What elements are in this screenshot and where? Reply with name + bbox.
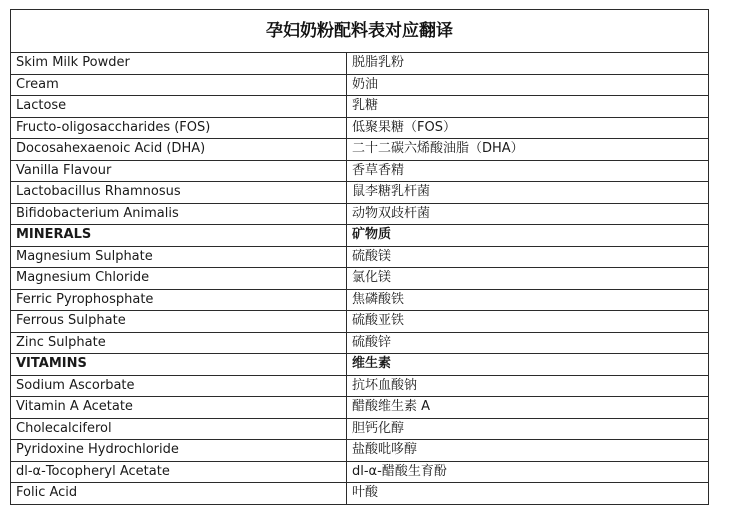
english-name-cell: Ferrous Sulphate [11, 311, 347, 333]
table-row [11, 332, 709, 354]
table-row [11, 268, 709, 290]
chinese-name-cell: 醋酸维生素 A [347, 397, 709, 419]
chinese-name-cell: 叶酸 [347, 483, 709, 505]
english-name-cell: Magnesium Chloride [11, 268, 347, 290]
table-row [11, 461, 709, 483]
english-name-cell: dl-α-Tocopheryl Acetate [11, 461, 347, 483]
chinese-name-cell: 硫酸锌 [347, 332, 709, 354]
table-row [11, 440, 709, 462]
chinese-name-cell: 低聚果糖（FOS） [347, 117, 709, 139]
chinese-name-cell: 二十二碳六烯酸油脂（DHA） [347, 139, 709, 161]
chinese-name-cell: dl-α-醋酸生育酚 [347, 461, 709, 483]
english-name-cell: Bifidobacterium Animalis [11, 203, 347, 225]
english-name-cell: Vitamin A Acetate [11, 397, 347, 419]
table-row [11, 160, 709, 182]
english-name-cell: Zinc Sulphate [11, 332, 347, 354]
title-row [11, 10, 709, 53]
table-row [11, 397, 709, 419]
chinese-name-cell: 奶油 [347, 74, 709, 96]
chinese-name-cell: 抗坏血酸钠 [347, 375, 709, 397]
table-row [11, 203, 709, 225]
english-name-cell: Sodium Ascorbate [11, 375, 347, 397]
chinese-name-cell: 氯化镁 [347, 268, 709, 290]
chinese-name-cell: 乳糖 [347, 96, 709, 118]
english-name-cell: Cholecalciferol [11, 418, 347, 440]
table-row [11, 117, 709, 139]
chinese-name-cell: 盐酸吡哆醇 [347, 440, 709, 462]
english-name-cell: VITAMINS [11, 354, 347, 376]
ingredient-translation-table [10, 9, 709, 505]
table-row [11, 182, 709, 204]
table-row [11, 53, 709, 75]
chinese-name-cell: 动物双歧杆菌 [347, 203, 709, 225]
english-name-cell: Magnesium Sulphate [11, 246, 347, 268]
section-header-row [11, 225, 709, 247]
english-name-cell: MINERALS [11, 225, 347, 247]
chinese-name-cell: 香草香精 [347, 160, 709, 182]
table-row [11, 96, 709, 118]
table-row [11, 311, 709, 333]
english-name-cell: Cream [11, 74, 347, 96]
table-row [11, 418, 709, 440]
table-row [11, 483, 709, 505]
chinese-name-cell: 脱脂乳粉 [347, 53, 709, 75]
english-name-cell: Vanilla Flavour [11, 160, 347, 182]
table-title: 孕妇奶粉配料表对应翻译 [11, 10, 709, 53]
english-name-cell: Lactose [11, 96, 347, 118]
chinese-name-cell: 硫酸亚铁 [347, 311, 709, 333]
english-name-cell: Docosahexaenoic Acid (DHA) [11, 139, 347, 161]
chinese-name-cell: 焦磷酸铁 [347, 289, 709, 311]
table-body [11, 10, 709, 505]
english-name-cell: Folic Acid [11, 483, 347, 505]
section-header-row [11, 354, 709, 376]
chinese-name-cell: 胆钙化醇 [347, 418, 709, 440]
chinese-name-cell: 矿物质 [347, 225, 709, 247]
chinese-name-cell: 硫酸镁 [347, 246, 709, 268]
table-row [11, 375, 709, 397]
english-name-cell: Skim Milk Powder [11, 53, 347, 75]
table-row [11, 289, 709, 311]
table-row [11, 246, 709, 268]
english-name-cell: Pyridoxine Hydrochloride [11, 440, 347, 462]
chinese-name-cell: 鼠李糖乳杆菌 [347, 182, 709, 204]
english-name-cell: Ferric Pyrophosphate [11, 289, 347, 311]
table-row [11, 139, 709, 161]
english-name-cell: Fructo-oligosaccharides (FOS) [11, 117, 347, 139]
chinese-name-cell: 维生素 [347, 354, 709, 376]
english-name-cell: Lactobacillus Rhamnosus [11, 182, 347, 204]
table-row [11, 74, 709, 96]
